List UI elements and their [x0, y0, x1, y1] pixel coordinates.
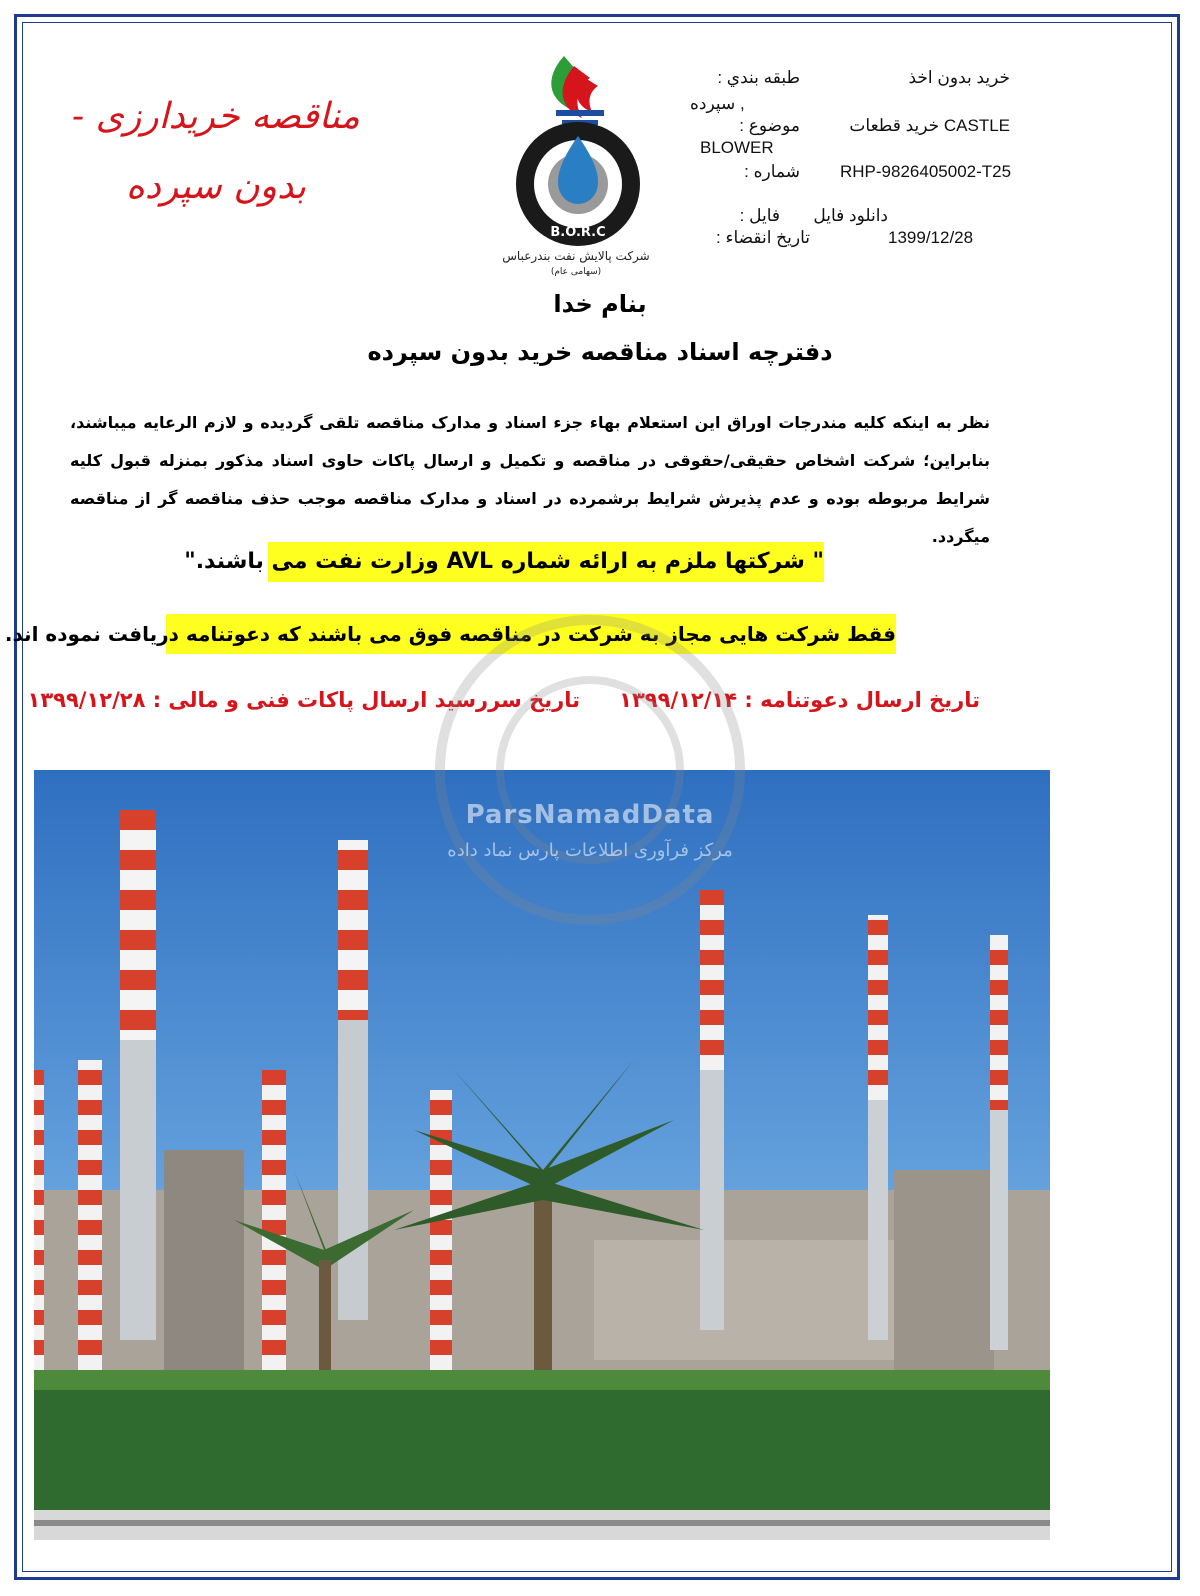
number-label: شماره :	[744, 162, 800, 181]
expiry-value: 1399/12/28	[888, 228, 974, 247]
number-value: RHP-9826405002-T25	[840, 162, 1012, 181]
invite-only-banner: فقط شرکت هایی مجاز به شرکت در مناقصه فوق می باشند که دعوتنامه دریافت نموده اند.	[166, 614, 896, 654]
borc-logo	[476, 36, 676, 276]
watermark-emblem	[390, 600, 790, 940]
deadline-date: تاریخ سررسید ارسال پاکات فنی و مالی : ۱۳۹۹/۱۲/۲۸	[27, 688, 580, 712]
subject-value: CASTLE خرید قطعات	[849, 116, 1010, 135]
heading-bismillah: بنام خدا	[553, 290, 647, 318]
expiry-label: تاریخ انقضاء :	[716, 228, 810, 247]
invite-date: تاریخ ارسال دعوتنامه : ۱۳۹۹/۱۲/۱۴	[619, 688, 980, 712]
watermark-brand: ParsNamadData	[465, 800, 715, 830]
category-value-cont: , سپرده	[690, 94, 745, 113]
watermark-caption: مرکز فرآوری اطلاعات پارس نماد داده	[447, 840, 733, 861]
subject-value-cont: BLOWER	[700, 138, 774, 157]
file-label: فایل :	[739, 206, 780, 225]
file-download-link[interactable]: دانلود فایل	[813, 206, 888, 225]
subject-label: موضوع :	[739, 116, 800, 135]
logo-letters: B.O.R.C	[550, 225, 606, 240]
avl-requirement-banner: " شرکتها ملزم به ارائه شماره AVL وزارت نفت می باشند."	[268, 542, 824, 582]
logo-sub: (سهامی عام)	[550, 267, 602, 276]
heading-doc-title: دفترچه اسناد مناقصه خرید بدون سپرده	[367, 338, 833, 366]
terms-paragraph: نظر به اینکه کلیه مندرجات اوراق این استعلام بهاء جزء اسناد و مدارک مناقصه تلقی گردیده و لازم الرعایه میباشند، بنابراین؛ شرکت اشخاص حقیقی/حقوقی در مناقصه و تکمیل و ارسال پاکات حاوی اسناد مذکور بمنزله قبول کلیه شرایط مربوطه بوده و عدم پذیرش شرایط برشمرده در اسناد و مدارک مناقصه موجب حذف مناقصه گر از مناقصه میگردد.	[70, 413, 990, 546]
category-label: طبقه بندي :	[717, 68, 800, 87]
category-value: خرید بدون اخذ	[908, 68, 1010, 87]
logo-caption: شرکت پالایش نفت بندرعباس	[502, 249, 650, 263]
tender-script-title: مناقصه خریدارزی - بدون سپرده	[72, 96, 360, 207]
